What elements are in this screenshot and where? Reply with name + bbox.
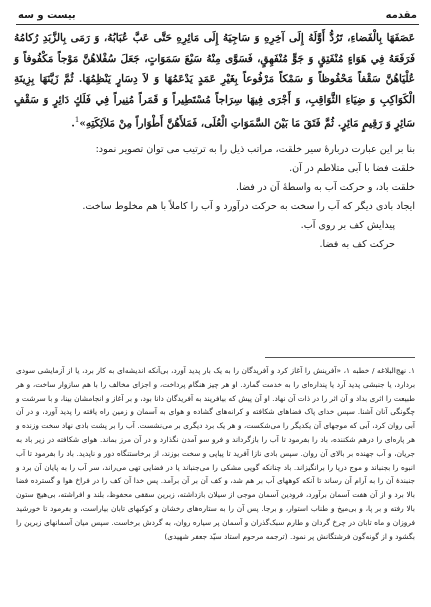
main-text [14, 28, 415, 254]
footnote-divider [265, 357, 415, 358]
page-header [18, 8, 417, 22]
arabic-quotation: عَصَفَهَا بِالْفَضاءِ، تَرُدُّ أَوَّلَهُ إِلَى آخِرِهِ وَ سَاجِيَهُ إِلَى مَائِرِهِ حَتَّى عَبَّ عُبَابُهُ، وَ رَمَى بِالزَّبَدِ رُكامُهُ فَرَفَعَهُ فِي هَوَاءٍ مُنْفَتِقٍ وَ جَوٍّ مُنْفَهِقٍ، فَسَوَّى مِنْهُ سَبْعَ سَمَوَاتٍ، جَعَلَ سُفْلاهُنَّ مَوْجاً مَكْفُوفاً وَ عُلْيَاهُنَّ سَقْفاً مَحْفُوظاً وَ سَمْكاً مَرْفُوعاً بِغَيْرِ عَمَدٍ يَدْعَمُهَا وَ لاَ دِسَارٍ يَنْظِمُهَا. ثُمَّ زَيَّنَهَا بِزِينَةِ الْكَوَاكِبِ وَ ضِيَاءِ الثَّوَاقِبِ، وَ أَجْرَى فِيهَا سِرَاجاً مُسْتَطِيراً وَ قَمَراً مُنِيراً فِي فَلَكٍ دَائِرٍ وَ سَقْفٍ سَائِرٍ وَ رَقِيمٍ مَائِرٍ. ثُمَّ فَتَقَ مَا بَيْنَ السَّمَوَاتِ الْعُلَى، فَمَلأَهُنَّ أَطْوَاراً مِنْ مَلاَئِكَتِهِ»$^1$. [14, 32, 415, 130]
persian-intro: بنا بر این عبارت دربارهٔ سیر خلقت، مراتب ذیل را به ترتیب می توان تصویر نمود: [95, 143, 415, 155]
header-page-number: بیست و سه [18, 9, 76, 21]
header-section-title: مقدمه [385, 9, 417, 21]
creation-step-3: ایجاد بادی دیگر که آب را سخت به حرکت درآورد و آب را کاملاً با هم مخلوط ساخت. [82, 200, 415, 212]
creation-step-1: خلقت فضا با آبی متلاطم در آن. [289, 162, 415, 174]
creation-step-4: پیدایش کف بر روی آب. [300, 219, 395, 231]
creation-step-5: حرکت کف به فضا. [319, 238, 395, 250]
creation-step-2: خلقت باد، و حرکت آب به واسطهٔ آن در فضا. [236, 181, 415, 193]
footnote-reference: 1 [74, 116, 80, 124]
footnote: ۱. نهج‌البلاغه / خطبه ۱، «آفرینش را آغاز کرد و آفریدگان را به یک بار پدید آورد، بی‌آنکه اندیشه‌ای به کار برد، یا از آزمایشی سودی بردارد، یا جنبشی پدید آرد یا پنداره‌ای را به خدمت گمارد. او هر چیز هنگام پرداخت، و اجزای مخالف را با هم سازوار ساخت، و هر طبیعت را اثری بداد و آن اثر را در ذات آن نهاد. او آن پیش که بیافریند به آفریدگان دانا بود، و بر آغاز و انجامشان بینا، و با سرشت و چگونگی آنان آشنا. سپس خدای پاک فضاهای شکافته و کرانه‌های گشاده و هوای به آسمان و زمین راه یافته را پدید آورد، و در آن آبی روان کرد، آبی که موجهای آن یکدیگر را می‌شکست، و هر یک برد دیگری بر می‌نشست. آب را بر پشت بادی نهاد سخت وزنده و هر پاره‌ای را درهم شکننده، باد را بفرمود تا آب را بازگرداند و فرو سو آمدن نگذارد و در آن مرز بماند. هوای شکافته در زیر باد به جریان، و آب جهنده بر بالای آن روان. سپس بادی نازا آفرید تا پیاپی و سخت بوزند، از برخاستنگاه دور و ناپدید. باد را بفرمود تا آب انبوه را بجنباند و موج دریا را برانگیزاند. باد چنانکه گویی مشکی را می‌جنباند یا در فضایی تهی می‌راند، سر آب را به پایان آن برد و جنبندهٔ آن را به آرام آن رساند تا آنکه کوههای آب بر هم شد، و کف آن بر آن برآمد. پس خدا آن کف را در فراخ هوا و گسترده فضا بالا برد و از آن هفت آسمان برآورد، فرودین آسمان موجی از سیلان بازداشته، زبرین سقفی محفوظ، بلند و افراشته، بی‌هیچ ستون بالا رفته و بر پا، و بی‌میخ و طناب استوار، و برجا. پس آن را به ستاره‌های رخشان و کوکبهای تابان بیاراست، و بفرمود تا خورشید فروزان و ماه تابان در چرخ گردان و طارم سبک‌گذران و آسمان پر سیاره روان، به گردش برخاست. سپس میان آسمانهای زبرین را بگشود و از گونه‌گون فرشتگانش پر نمود. (ترجمه مرحوم استاد سیّد جعفر شهیدی) [16, 366, 415, 541]
header-divider [16, 24, 419, 25]
arabic-quotation-text: عَصَفَهَا بِالْفَضاءِ، تَرُدُّ أَوَّلَهُ إِلَى آخِرِهِ وَ سَاجِيَهُ إِلَى مَائِرِهِ حَتَّى عَبَّ عُبَابُهُ، وَ رَمَى بِالزَّبَدِ رُكامُهُ فَرَفَعَهُ فِي هَوَاءٍ مُنْفَتِقٍ وَ جَوٍّ مُنْفَهِقٍ، فَسَوَّى مِنْهُ سَبْعَ سَمَوَاتٍ، جَعَلَ سُفْلاهُنَّ مَوْجاً مَكْفُوفاً وَ عُلْيَاهُنَّ سَقْفاً مَحْفُوظاً وَ سَمْكاً مَرْفُوعاً بِغَيْرِ عَمَدٍ يَدْعَمُهَا وَ لاَ دِسَارٍ يَنْظِمُهَا. ثُمَّ زَيَّنَهَا بِزِينَةِ الْكَوَاكِبِ وَ ضِيَاءِ الثَّوَاقِبِ، وَ أَجْرَى فِيهَا سِرَاجاً مُسْتَطِيراً وَ قَمَراً مُنِيراً فِي فَلَكٍ دَائِرٍ وَ سَقْفٍ سَائِرٍ وَ رَقِيمٍ مَائِرٍ. ثُمَّ فَتَقَ مَا بَيْنَ السَّمَوَاتِ الْعُلَى، فَمَلأَهُنَّ أَطْوَاراً مِنْ مَلاَئِكَتِهِ» [14, 32, 415, 130]
